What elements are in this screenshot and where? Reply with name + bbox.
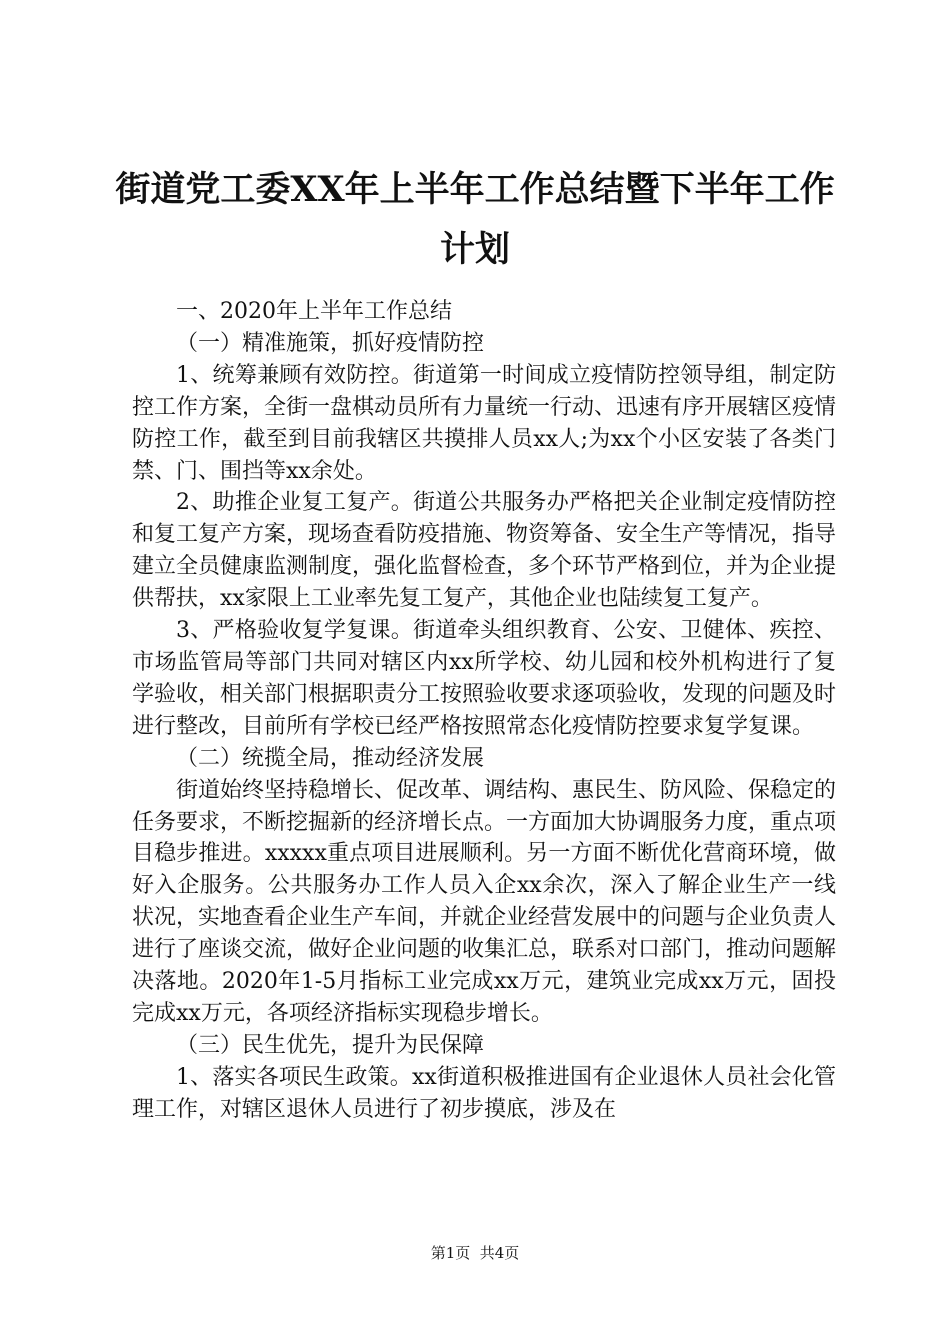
body-paragraph: 2、助推企业复工复产。街道公共服务办严格把关企业制定疫情防控和复工复产方案，现场查看防疫措施、物资筹备、安全生产等情况，指导建立全员健康监测制度，强化监督检查，多个环节严格到位，并为企业提供帮扶，xx家限上工业率先复工复产，其他企业也陆续复工复产。: [132, 490, 837, 612]
subsection-heading: （一）精准施策，抓好疫情防控: [176, 330, 485, 356]
body-paragraph: 1、统筹兼顾有效防控。街道第一时间成立疫情防控领导组，制定防控工作方案，全街一盘棋动员所有力量统一行动、迅速有序开展辖区疫情防控工作，截至到目前我辖区共摸排人员xx人;为xx个小区安装了各类门禁、门、围挡等xx余处。: [132, 362, 837, 484]
subsection-heading: （三）民生优先，提升为民保障: [176, 1032, 485, 1058]
section-heading: 一、2020年上半年工作总结: [176, 299, 452, 324]
body-paragraph: 3、严格验收复学复课。街道牵头组织教育、公安、卫健体、疾控、市场监管局等部门共同对辖区内xx所学校、幼儿园和校外机构进行了复学验收，相关部门根据职责分工按照验收要求逐项验收，发现的问题及时进行整改，目前所有学校已经严格按照常态化疫情防控要求复学复课。: [132, 618, 837, 739]
body-paragraph: 街道始终坚持稳增长、促改革、调结构、惠民生、防风险、保稳定的任务要求，不断挖掘新的经济增长点。一方面加大协调服务力度，重点项目稳步推进。xxxxx重点项目进展顺利。另一方面不断优化营商环境，做好入企服务。公共服务办工作人员入企xx余次，深入了解企业生产一线状况，实地查看企业生产车间，并就企业经营发展中的问题与企业负责人进行了座谈交流，做好企业问题的收集汇总，联系对口部门，推动问题解决落地。2020年1-5月指标工业完成xx万元，建筑业完成xx万元，固投完成xx万元，各项经济指标实现稳步增长。: [132, 777, 837, 1026]
page-footer: [0, 1243, 950, 1263]
subsection-heading: （二）统揽全局，推动经济发展: [176, 745, 485, 771]
document-body: [132, 296, 836, 1126]
body-paragraph: 1、落实各项民生政策。xx街道积极推进国有企业退休人员社会化管理工作，对辖区退休人员进行了初步摸底，涉及在: [132, 1064, 836, 1122]
document-title: 街道党工委XX年上半年工作总结暨下半年工作计划: [115, 169, 835, 270]
page-number: 第1页 共4页: [430, 1244, 520, 1262]
